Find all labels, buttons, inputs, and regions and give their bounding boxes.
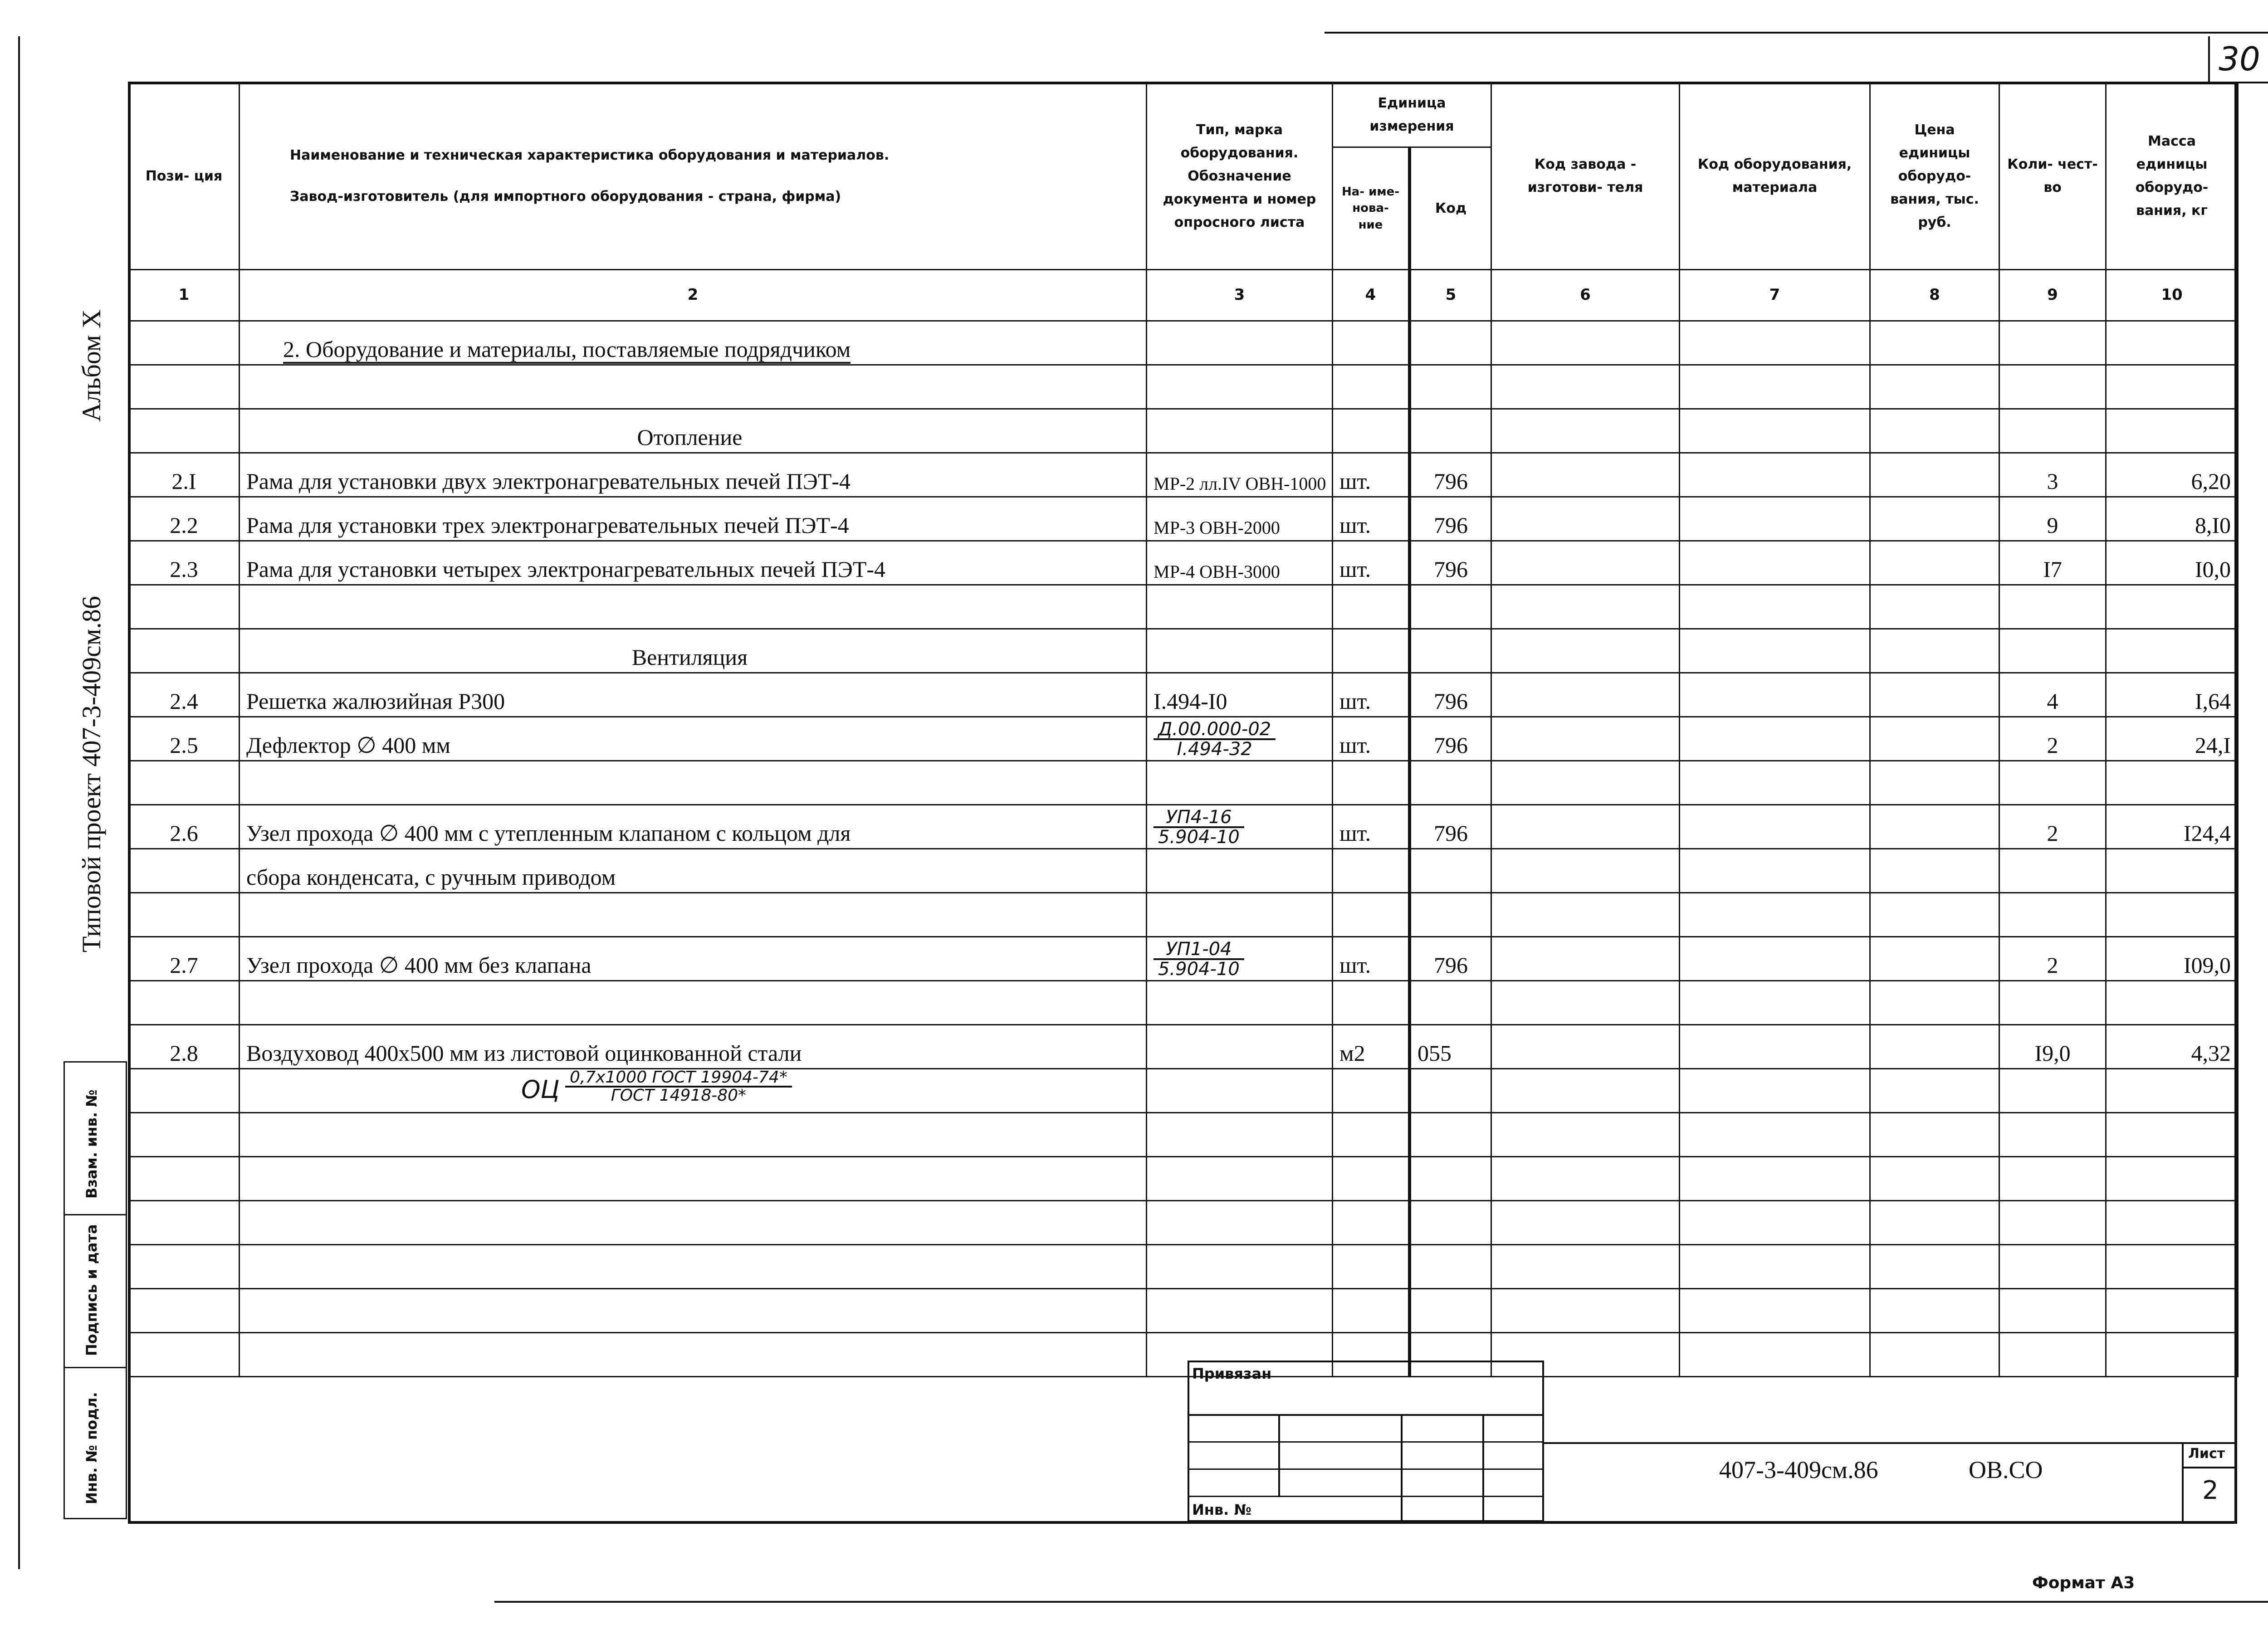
row-quantity: I9,0 (1999, 1025, 2106, 1069)
album-label: Альбом X (77, 309, 106, 422)
row-unit: шт. (1333, 937, 1410, 981)
stamp-cell-signature (64, 1214, 127, 1368)
row-type (1147, 717, 1333, 761)
table-row (129, 497, 2238, 541)
row-unit-code: 796 (1410, 541, 1491, 585)
row-type-fraction: $\frac{Д.00.000-02}{I.494-32}$ (1154, 720, 1276, 758)
row-name: Рама для установки четырех электронагревательных печей ПЭТ-4 (240, 541, 1147, 585)
row-type-fraction: $\frac{УП1-04}{5.904-10}$ (1154, 940, 1244, 978)
table-row (129, 1157, 2238, 1201)
row-quantity: 2 (1999, 717, 2106, 761)
row-mass: I24,4 (2106, 805, 2238, 849)
row-unit-code: 796 (1410, 497, 1491, 541)
row-type: I.494-I0 (1147, 673, 1333, 717)
document-code: 407-3-409см.86 (1719, 1456, 1878, 1483)
header-equipment-code: Код оборудования, материала (1680, 83, 1870, 270)
row-position: 2.7 (129, 937, 240, 981)
document-section: ОВ.СО (1969, 1456, 2043, 1483)
row-position: 2.6 (129, 805, 240, 849)
header-name-line2: Завод-изготовитель (для импортного оборудования - страна, фирма) (290, 189, 841, 205)
header-unit-code: Код (1410, 147, 1491, 270)
stamp-cell-original (64, 1367, 127, 1519)
row-unit: шт. (1333, 673, 1410, 717)
top-border-line (1325, 32, 2268, 34)
page-number: 30 (2208, 36, 2268, 83)
header-position: Пози- ция (129, 83, 240, 270)
row-unit: шт. (1333, 497, 1410, 541)
row-unit-code: 796 (1410, 673, 1491, 717)
side-stamp (64, 1061, 127, 1519)
project-label: Типовой проект 407-3-409см.86 (77, 596, 106, 952)
table-row (129, 541, 2238, 585)
header-price: Цена единицы оборудо- вания, тыс. руб. (1870, 83, 1999, 270)
header-name (240, 83, 1147, 270)
row-name: Рама для установки трех электронагревательных печей ПЭТ-4 (240, 497, 1147, 541)
row-position: 2.2 (129, 497, 240, 541)
table-row (129, 321, 2238, 365)
header-name-line1: Наименование и техническая характеристика оборудования и материалов. (290, 147, 890, 163)
table-row (129, 1113, 2238, 1157)
table-row (129, 409, 2238, 453)
row-unit: шт. (1333, 717, 1410, 761)
row-unit-code: 055 (1410, 1025, 1491, 1069)
row-type (1147, 937, 1333, 981)
row-quantity: 2 (1999, 805, 2106, 849)
table-row (129, 1333, 2238, 1377)
header-unit-name: На- име- нова- ние (1333, 147, 1410, 270)
row-name: Дефлектор ∅ 400 мм (240, 717, 1147, 761)
row-name-continued: сбора конденсата, с ручным приводом (240, 849, 1147, 893)
colnum-6: 6 (1491, 270, 1680, 321)
header-row (129, 83, 2238, 147)
row-type: МР-4 ОВН-3000 (1147, 541, 1333, 585)
header-quantity: Коли- чест- во (1999, 83, 2106, 270)
stamp-label-original: Инв. № подл. (83, 1392, 100, 1504)
table-row (129, 805, 2238, 849)
material-note-fraction: $\frac{\text{0,7х1000 ГОСТ 19904-74*}}{\text{ГОСТ 14918-80*}}$ (565, 1069, 792, 1104)
row-position: 2.4 (129, 673, 240, 717)
stamp-cell-replace (64, 1061, 127, 1215)
header-type: Тип, марка оборудования. Обозначение документа и номер опросного листа (1147, 83, 1333, 270)
row-unit: шт. (1333, 541, 1410, 585)
sheet-label: Лист (2188, 1446, 2225, 1462)
attached-label: Привязан (1192, 1365, 1272, 1382)
column-numbers-row (129, 270, 2238, 321)
row-mass: 6,20 (2106, 453, 2238, 497)
row-unit-code: 796 (1410, 805, 1491, 849)
table-row (129, 453, 2238, 497)
row-mass: 24,I (2106, 717, 2238, 761)
table-row (129, 365, 2238, 409)
colnum-10: 10 (2106, 270, 2238, 321)
row-type-fraction: $\frac{УП4-16}{5.904-10}$ (1154, 808, 1244, 846)
section-title: 2. Оборудование и материалы, поставляемые подрядчиком (240, 321, 1147, 365)
table-row (129, 1201, 2238, 1245)
colnum-7: 7 (1680, 270, 1870, 321)
row-quantity: 9 (1999, 497, 2106, 541)
table-row (129, 981, 2238, 1025)
table-row (129, 629, 2238, 673)
inventory-label: Инв. № (1192, 1501, 1251, 1518)
row-unit: м2 (1333, 1025, 1410, 1069)
specification-table (128, 82, 2239, 1377)
colnum-3: 3 (1147, 270, 1333, 321)
heating-title: Отопление (240, 409, 1147, 453)
row-name: Узел прохода ∅ 400 мм с утепленным клапаном с кольцом для (240, 805, 1147, 849)
stamp-label-replace: Взам. инв. № (83, 1089, 100, 1199)
header-factory-code: Код завода - изготови- теля (1491, 83, 1680, 270)
table-row (129, 937, 2238, 981)
row-type: МР-3 ОВН-2000 (1147, 497, 1333, 541)
colnum-4: 4 (1333, 270, 1410, 321)
row-unit: шт. (1333, 453, 1410, 497)
ventilation-title: Вентиляция (240, 629, 1147, 673)
table-row (129, 717, 2238, 761)
row-unit-code: 796 (1410, 717, 1491, 761)
row-mass: I,64 (2106, 673, 2238, 717)
table-row (129, 1025, 2238, 1069)
row-type: МР-2 лл.IV ОВН-1000 (1147, 453, 1333, 497)
table-row (129, 761, 2238, 805)
table-row (129, 849, 2238, 893)
colnum-8: 8 (1870, 270, 1999, 321)
table-row (129, 1069, 2238, 1113)
colnum-5: 5 (1410, 270, 1491, 321)
colnum-9: 9 (1999, 270, 2106, 321)
colnum-2: 2 (240, 270, 1147, 321)
row-position: 2.3 (129, 541, 240, 585)
row-quantity: 4 (1999, 673, 2106, 717)
title-block-line (1544, 1442, 2237, 1444)
table-row (129, 1245, 2238, 1289)
row-mass: I09,0 (2106, 937, 2238, 981)
row-mass: 4,32 (2106, 1025, 2238, 1069)
row-unit-code: 796 (1410, 937, 1491, 981)
row-name: Воздуховод 400х500 мм из листовой оцинкованной стали (240, 1025, 1147, 1069)
colnum-1: 1 (129, 270, 240, 321)
title-block (1188, 1361, 1544, 1522)
row-name: Узел прохода ∅ 400 мм без клапана (240, 937, 1147, 981)
table-row (129, 673, 2238, 717)
header-mass: Масса единицы оборудо- вания, кг (2106, 83, 2238, 270)
row-type (1147, 805, 1333, 849)
sheet-number: 2 (2202, 1476, 2219, 1505)
row-unit-code: 796 (1410, 453, 1491, 497)
row-quantity: 3 (1999, 453, 2106, 497)
row-material-note: ОЦ $\frac{\text{0,7х1000 ГОСТ 19904-74*}}{\text{ГОСТ 14918-80*}}$ (240, 1069, 1147, 1113)
header-unit-group: Единица измерения (1333, 83, 1491, 147)
row-position: 2.8 (129, 1025, 240, 1069)
row-position: 2.5 (129, 717, 240, 761)
bottom-border-line (494, 1601, 2268, 1603)
table-row (129, 893, 2238, 937)
table-row (129, 585, 2238, 629)
format-label: Формат А3 (2032, 1574, 2135, 1592)
row-name: Рама для установки двух электронагревательных печей ПЭТ-4 (240, 453, 1147, 497)
table-row (129, 1289, 2238, 1333)
row-quantity: I7 (1999, 541, 2106, 585)
row-name: Решетка жалюзийная Р300 (240, 673, 1147, 717)
row-position: 2.I (129, 453, 240, 497)
row-mass: 8,I0 (2106, 497, 2238, 541)
row-unit: шт. (1333, 805, 1410, 849)
sheet-box (2182, 1442, 2237, 1521)
row-quantity: 2 (1999, 937, 2106, 981)
row-mass: I0,0 (2106, 541, 2238, 585)
left-margin-line (18, 36, 20, 1569)
stamp-label-signature: Подпись и дата (83, 1224, 100, 1356)
